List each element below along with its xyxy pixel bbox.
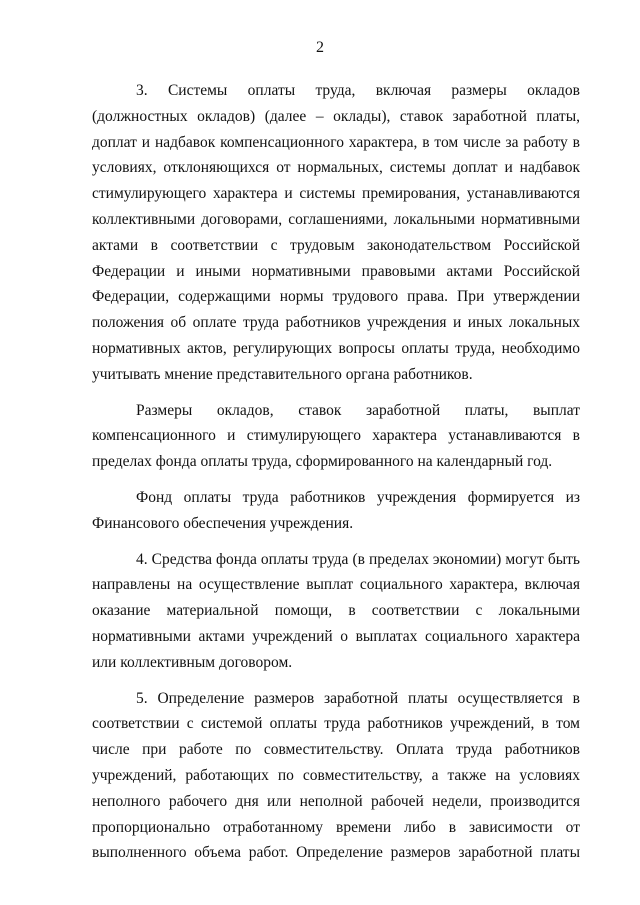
paragraph-salary-limits: Размеры окладов, ставок заработной платы, выплат компенсационного и стимулирующего характера устанавливаются в пределах фонда оплаты труда, сформированного на календарный год.: [92, 401, 580, 471]
paragraph-payroll-fund: Фонд оплаты труда работников учреждения формируется из Финансового обеспечения учреждения.: [92, 488, 580, 532]
paragraph-salary-determination: 5. Определение размеров заработной платы осуществляется в соответствии с системой оплаты труда работников учреждений, в том числе при работе по совместительству. Оплата труда работников учреждений, работающих по совместительству, а также на условиях неполного рабочего дня или неполной рабочей недели, производится пропорционально отработанному времени либо в зависимости от выполненного объема работ. Определение размеров заработной платы: [92, 689, 580, 862]
page-number: 2: [316, 39, 324, 56]
document-body: [92, 78, 580, 876]
paragraph-social-payments: 4. Средства фонда оплаты труда (в пределах экономии) могут быть направлены на осуществление выплат социального характера, включая оказание материальной помощи, в соответствии с локальными нормативными актами учреждений о выплатах социального характера или коллективным договором.: [92, 550, 580, 671]
paragraph-pay-systems: 3. Системы оплаты труда, включая размеры окладов (должностных окладов) (далее – оклады), ставок заработной платы, доплат и надбавок компенсационного характера, в том числе за работу в условиях, отклоняющихся от нормальных, системы доплат и надбавок стимулирующего характера и системы премирования, устанавливаются коллективными договорами, соглашениями, локальными нормативными актами в соответствии с трудовым законодательством Российской Федерации и иными нормативными правовыми актами Российской Федерации, содержащими нормы трудового права. При утверждении положения об оплате труда работников учреждения и иных локальных нормативных актов, регулирующих вопросы оплаты труда, необходимо учитывать мнение представительного органа работников.: [92, 82, 580, 383]
